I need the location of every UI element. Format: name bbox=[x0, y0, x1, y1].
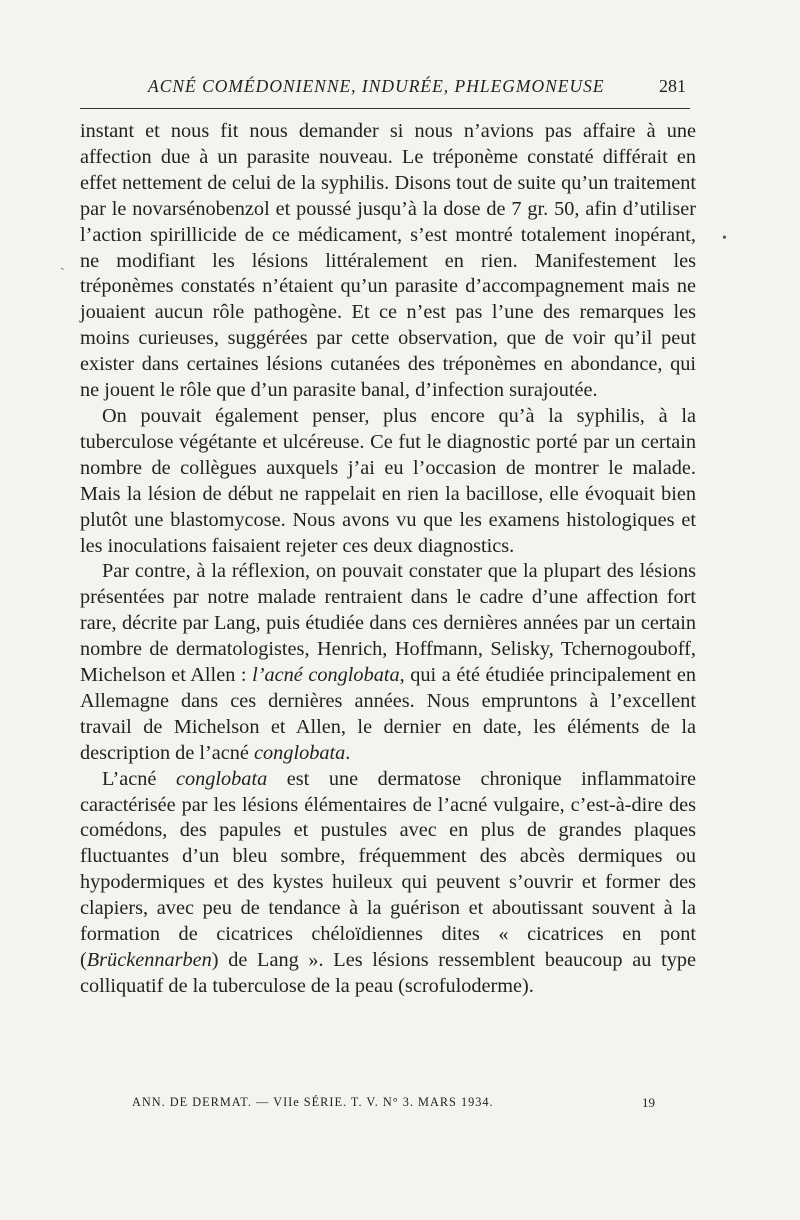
paragraph-3-part-a: Par contre, à la réflexion, on pouvait constater que la plupart des lésions présentées par notre malade rentraient dans le cadre d’une affection fort rare, décrite par Lang, puis étudiée dans ces dernières années par un certain nombre de dermatologistes, Henrich, Hoffmann, Selisky, Tchernogouboff, Michelson et Allen : bbox=[80, 560, 696, 687]
paragraph-3-part-b: , qui a été étudiée principalement en Allemagne dans ces dernières années. Nous empruntons à l’excellent travail de Michelson et Allen, le dernier en date, les éléments de la description de l’acné bbox=[80, 664, 697, 764]
term-bruckennarben: Brückennarben bbox=[86, 949, 212, 971]
paragraph-4 bbox=[80, 767, 696, 1000]
term-conglobata-2: conglobata bbox=[175, 767, 268, 790]
journal-citation: ANN. DE DERMAT. — VIIe SÉRIE. T. V. N° 3. MARS 1934. bbox=[132, 1095, 494, 1109]
page-footer bbox=[132, 1095, 655, 1110]
running-title: ACNÉ COMÉDONIENNE, INDURÉE, PHLEGMONEUSE bbox=[148, 76, 605, 96]
paragraph-3 bbox=[80, 559, 696, 766]
paragraph-3-part-c: . bbox=[345, 741, 351, 764]
body-text bbox=[80, 119, 696, 1000]
paragraph-4-part-b: est une dermatose chronique inflammatoire caractérisée par les lésions élémentaires de l’acné vulgaire, c’est-à-dire des comédons, des papules et pustules avec en plus de grandes plaques fluctuantes d’un bleu sombre, fréquemment des abcès dermiques ou hypodermiques et des kystes huileux qui peuvent s’ouvrir et former des clapiers, avec peu de tendance à la guérison et aboutissant souvent à la formation de cicatrices chéloïdiennes dites « cicatrices en pont ( bbox=[80, 767, 696, 971]
term-acne-conglobata: l’acné conglobata bbox=[252, 664, 400, 687]
paragraph-4-part-c: ) de Lang ». Les lésions ressemblent beaucoup au type colliquatif de la tuberculose de la peau (scrofuloderme). bbox=[80, 949, 696, 997]
running-header bbox=[80, 76, 686, 100]
paragraph-4-part-a: L’acné bbox=[102, 767, 157, 790]
paragraph-1: instant et nous fit nous demander si nous n’avions pas affaire à une affection due à un parasite nouveau. Le tréponème constaté différait en effet nettement de celui de la syphilis. Disons tout de suite qu’un traitement par le novarsénobenzol et poussé jusqu’à la dose de 7 gr. 50, afin d’utiliser l’action spirillicide de ce médicament, s’est montré totalement inopérant, ne modifiant les lésions littéralement en rien. Manifestement les tréponèmes constatés n’étaient qu’un parasite d’accompagnement mais ne jouaient aucun rôle pathogène. Et ce n’est pas l’une des remarques les moins curieuses, suggérées par cette observation, que de voir qu’il peut exister dans certaines lésions cutanées des tréponèmes en abondance, qui ne jouent le rôle que d’un parasite banal, d’infection surajoutée. bbox=[80, 120, 696, 402]
margin-dot-mark: • bbox=[722, 231, 727, 246]
signature-number: 19 bbox=[642, 1095, 655, 1110]
header-rule bbox=[80, 108, 690, 109]
term-conglobata: conglobata bbox=[254, 741, 346, 764]
margin-tick-mark: ˎ bbox=[60, 256, 65, 271]
page-number: 281 bbox=[659, 76, 686, 96]
paragraph-2: On pouvait également penser, plus encore qu’à la syphilis, à la tuberculose végétante et ulcéreuse. Ce fut le diagnostic porté par un certain nombre de collègues auxquels j’ai eu l’occasion de montrer le malade. Mais la lésion de début ne rappelait en rien la bacillose, elle évoquait bien plutôt une blastomycose. Nous avons vu que les examens histologiques et les inoculations faisaient rejeter ces deux diagnostics. bbox=[80, 404, 696, 557]
